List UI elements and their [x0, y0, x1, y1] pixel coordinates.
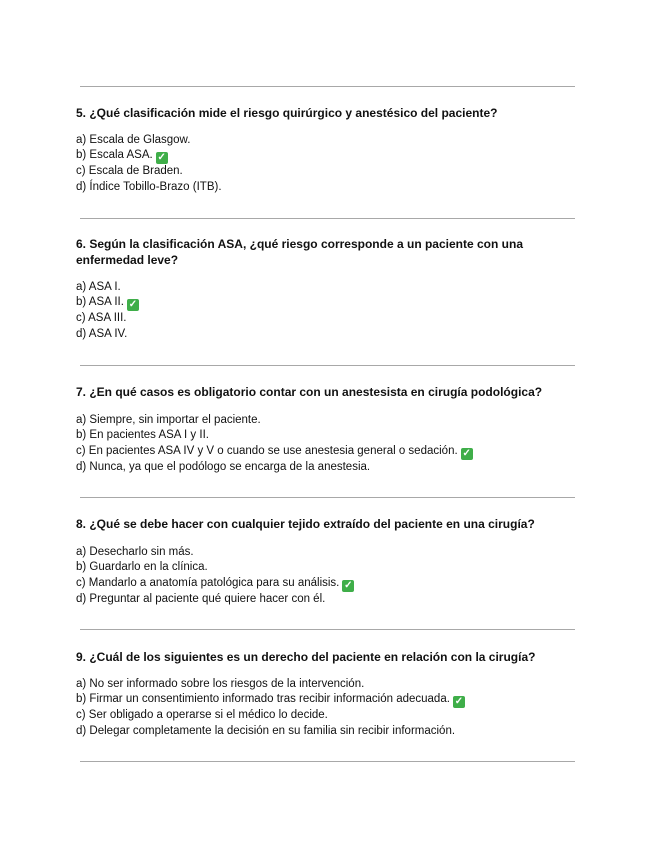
divider	[80, 365, 575, 366]
option-text: a) No ser informado sobre los riesgos de la intervención.	[76, 678, 365, 690]
option	[76, 280, 139, 295]
option-text: a) ASA I.	[76, 281, 121, 293]
question-7: 7. ¿En qué casos es obligatorio contar con un anestesista en cirugía podológica?	[76, 385, 543, 399]
option-text: c) ASA III.	[76, 312, 127, 325]
option-correct	[76, 576, 354, 592]
option-text: a) Siempre, sin importar el paciente.	[76, 414, 261, 426]
option-text: d) Nunca, ya que el podólogo se encarga de la anestesia.	[76, 460, 371, 473]
divider	[80, 86, 575, 87]
question-9-options	[76, 677, 465, 739]
option-text: d) ASA IV.	[76, 327, 128, 340]
divider	[80, 497, 575, 498]
check-mark-icon: ✓	[454, 696, 464, 708]
divider	[80, 218, 575, 219]
option-text: b) Guardarlo en la clínica.	[76, 561, 208, 574]
option-text: b) En pacientes ASA I y II.	[76, 429, 209, 442]
option	[76, 677, 465, 692]
question-6-options	[76, 280, 139, 342]
divider	[80, 629, 575, 630]
question-6: 6. Según la clasificación ASA, ¿qué riesgo corresponde a un paciente con una enfermedad leve?	[76, 237, 523, 267]
option	[76, 428, 473, 443]
option-correct	[76, 148, 222, 164]
check-mark-icon: ✓	[344, 579, 353, 591]
question-5-options	[76, 133, 222, 195]
option	[76, 560, 354, 575]
option-text: b) Firmar un consentimiento informado tras recibir información adecuada.	[76, 693, 450, 706]
option	[76, 133, 222, 148]
option-text: d) Delegar completamente la decisión en su familia sin recibir información.	[76, 724, 456, 737]
option-text: d) Índice Tobillo-Brazo (ITB).	[76, 180, 222, 193]
option	[76, 460, 473, 475]
option-correct	[76, 692, 465, 708]
question-9: 9. ¿Cuál de los siguientes es un derecho del paciente en relación con la cirugía?	[76, 650, 536, 664]
option	[76, 311, 139, 326]
option-text: a) Escala de Glasgow.	[76, 134, 191, 146]
option	[76, 545, 354, 560]
option-correct	[76, 444, 473, 460]
check-mark-icon: ✓	[462, 447, 471, 459]
option-text: c) En pacientes ASA IV y V o cuando se use anestesia general o sedación.	[76, 444, 458, 457]
option-text: a) Desecharlo sin más.	[76, 546, 194, 558]
option-text: c) Ser obligado a operarse si el médico lo decide.	[76, 709, 328, 722]
question-8: 8. ¿Qué se debe hacer con cualquier tejido extraído del paciente en una cirugía?	[76, 517, 535, 531]
option	[76, 724, 465, 739]
option-text: c) Mandarlo a anatomía patológica para su análisis.	[76, 576, 340, 589]
divider	[80, 761, 575, 762]
option-correct	[76, 295, 139, 311]
option	[76, 327, 139, 342]
option	[76, 413, 473, 428]
option	[76, 164, 222, 179]
option-text: c) Escala de Braden.	[76, 165, 183, 178]
question-5: 5. ¿Qué clasificación mide el riesgo quirúrgico y anestésico del paciente?	[76, 106, 498, 120]
option-text: d) Preguntar al paciente qué quiere hacer con él.	[76, 592, 326, 605]
option-text: b) Escala ASA.	[76, 149, 153, 162]
check-mark-icon: ✓	[128, 299, 138, 311]
question-8-options	[76, 545, 354, 607]
option	[76, 180, 222, 195]
option	[76, 708, 465, 723]
question-7-options	[76, 413, 473, 475]
option-text: b) ASA II.	[76, 296, 124, 309]
option	[76, 592, 354, 607]
check-mark-icon: ✓	[157, 152, 166, 164]
